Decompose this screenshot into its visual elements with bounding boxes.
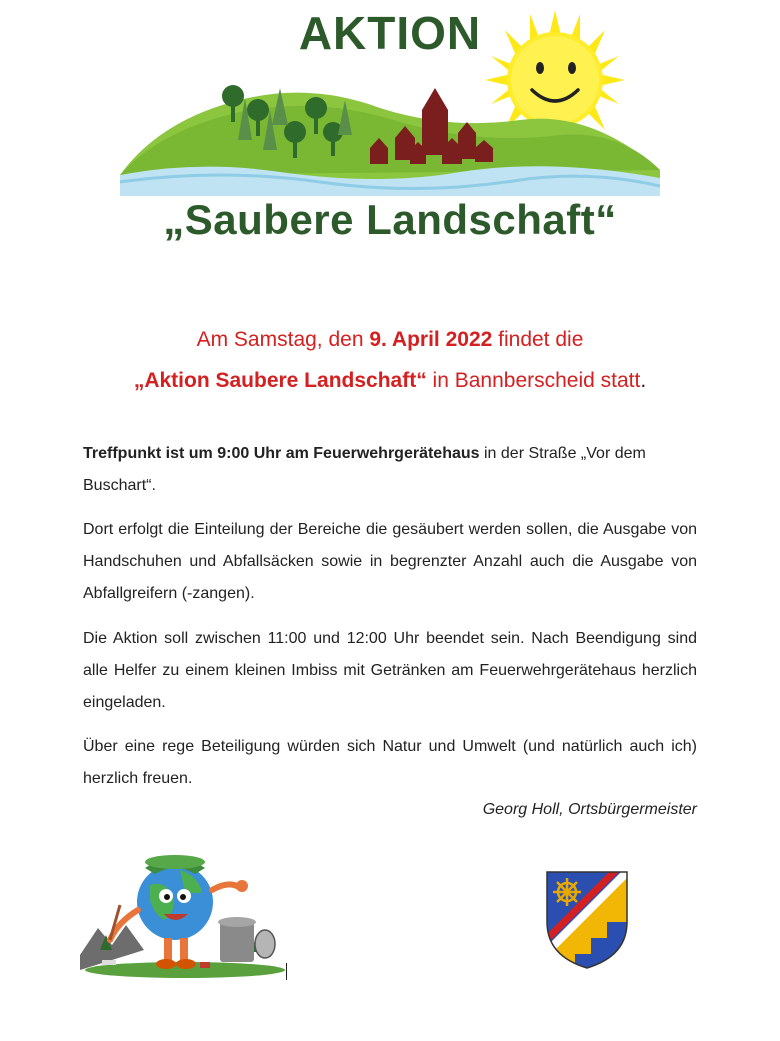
paragraph-allocation: Dort erfolgt die Einteilung der Bereiche die gesäubert werden sollen, die Ausgabe von Handschuhen und Abfallsäcken sowie in begrenzter Anzahl auch die Ausgabe von Abfallgreifern (-zangen). xyxy=(83,521,697,602)
headline-date: 9. April 2022 xyxy=(369,328,493,351)
logo-top-text: AKTION xyxy=(298,7,482,59)
headline-line-1 xyxy=(0,328,780,352)
paragraph-meeting-point xyxy=(83,438,697,502)
logo-bottom-text: „Saubere Landschaft“ xyxy=(163,196,617,243)
headline-pre: Am Samstag, den xyxy=(196,328,370,351)
headline-event: „Aktion Saubere Landschaft“ xyxy=(133,369,427,392)
headline-line-2 xyxy=(0,369,780,393)
headline-location: in Bannberscheid statt xyxy=(426,369,641,392)
paragraph-schedule: Die Aktion soll zwischen 11:00 und 12:00 Uhr beendet sein. Nach Beendigung sind alle Helfer zu einem kleinen Imbiss mit Getränken am Feuerwehrgerätehaus herzlich eingeladen. xyxy=(83,630,697,711)
headline-period: . xyxy=(640,369,647,392)
signature: Georg Holl, Ortsbürgermeister xyxy=(482,801,697,818)
meeting-point-rest: in der Straße „Vor dem Buschart“. xyxy=(83,445,646,494)
meeting-point-bold: Treffpunkt ist um 9:00 Uhr am Feuerwehrgerätehaus xyxy=(83,445,480,462)
globe-mascot-icon xyxy=(80,840,290,980)
coat-of-arms-icon xyxy=(545,870,629,970)
paragraph-closing: Über eine rege Beteiligung würden sich Natur und Umwelt (und natürlich auch ich) herzlich freuen. xyxy=(83,738,697,787)
text-cursor xyxy=(286,963,287,980)
headline-post: findet die xyxy=(492,328,584,351)
